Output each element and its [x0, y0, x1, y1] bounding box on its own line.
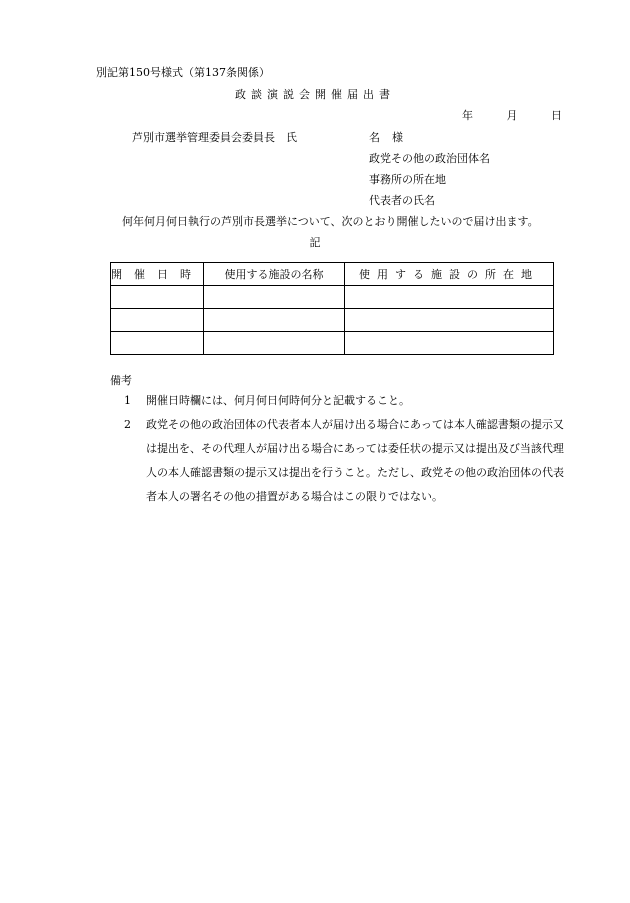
- table-cell[interactable]: [204, 332, 345, 355]
- remark-item: [124, 413, 564, 509]
- table-cell[interactable]: [345, 286, 554, 309]
- table-cell[interactable]: [111, 286, 204, 309]
- remarks-heading: 備考: [110, 374, 132, 387]
- party-name-label: 政党その他の政治団体名: [369, 152, 490, 165]
- table-row: [111, 286, 554, 309]
- date-day-label: 日: [551, 109, 562, 122]
- office-address-label: 事務所の所在地: [369, 173, 446, 186]
- header-facility-name: 使用する施設の名称: [204, 263, 345, 286]
- table-cell[interactable]: [345, 332, 554, 355]
- table-cell[interactable]: [204, 286, 345, 309]
- date-year-label: 年: [462, 109, 473, 122]
- remark-text: 政党その他の政治団体の代表者本人が届け出る場合にあっては本人確認書類の提示又は提出を、その代理人が届け出る場合にあっては委任状の提示又は提出及び当該代理人の本人確認書類の提示又は提出を行うこと。ただし、政党その他の政治団体の代表者本人の署名その他の措置がある場合はこの限りではない。: [146, 418, 564, 503]
- header-facility-address: 使用する施設の所在地: [345, 263, 554, 286]
- ki-marker: 記: [309, 236, 321, 249]
- table-cell[interactable]: [111, 332, 204, 355]
- date-month-label: 月: [506, 109, 518, 122]
- date-line: [462, 109, 562, 123]
- body-statement: 何年何月何日執行の芦別市長選挙について、次のとおり開催したいので届け出ます。: [122, 215, 539, 228]
- document-title: 政談演説会開催届出書: [235, 88, 395, 101]
- table-cell[interactable]: [204, 309, 345, 332]
- remark-item: [124, 389, 564, 413]
- table-cell[interactable]: [345, 309, 554, 332]
- venue-table: [110, 262, 554, 355]
- table-cell[interactable]: [111, 309, 204, 332]
- addressee: 芦別市選挙管理委員会委員長 氏: [132, 131, 297, 144]
- remark-number: 1: [124, 394, 131, 407]
- name-label: 名様: [369, 131, 415, 144]
- form-number: 別記第150号様式（第137条関係）: [96, 66, 270, 79]
- remark-text: 開催日時欄には、何月何日何時何分と記載すること。: [146, 394, 410, 407]
- table-header-row: [111, 263, 554, 286]
- table-row: [111, 332, 554, 355]
- table-row: [111, 309, 554, 332]
- remark-number: 2: [124, 418, 131, 431]
- representative-name-label: 代表者の氏名: [369, 194, 435, 207]
- header-datetime: 開催日時: [111, 263, 204, 286]
